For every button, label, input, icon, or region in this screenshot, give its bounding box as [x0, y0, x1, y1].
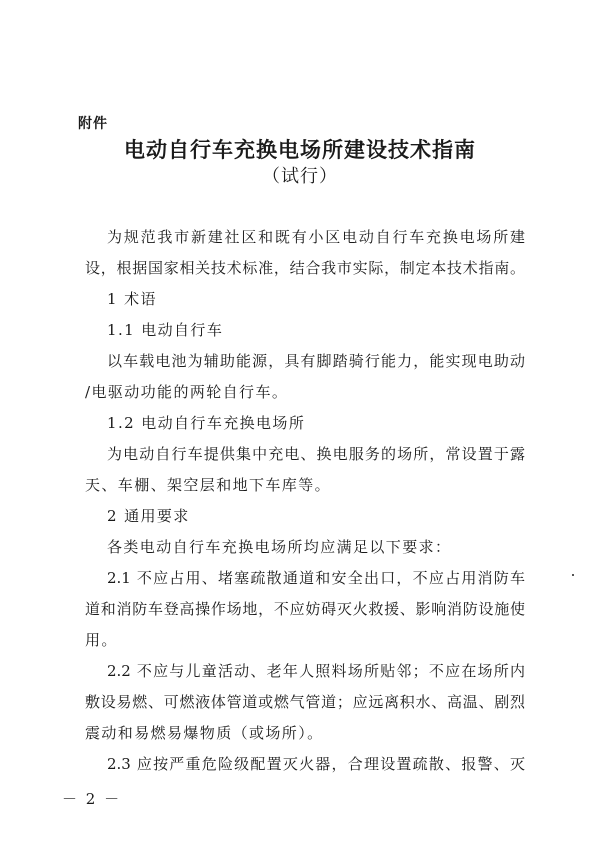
page-number: － 2 －: [62, 790, 122, 808]
document-title: 电动自行车充换电场所建设技术指南: [124, 137, 476, 162]
intro-line-2: 设，根据国家相关技术标准，结合我市实际，制定本技术指南。: [85, 259, 525, 277]
term-1-2-line-2: 天、车棚、架空层和地下车库等。: [85, 476, 332, 494]
document-subtitle: （试行）: [262, 166, 338, 187]
attachment-label: 附件: [78, 116, 108, 132]
term-1-2-heading: 1.2 电动自行车充换电场所: [107, 414, 306, 432]
section-2-intro: 各类电动自行车充换电场所均应满足以下要求：: [107, 538, 452, 556]
intro-line-1: 为规范我市新建社区和既有小区电动自行车充换电场所建: [107, 228, 525, 246]
clause-2-1-line-2: 道和消防车登高操作场地，不应妨碍灭火救援、影响消防设施使: [85, 600, 525, 618]
term-1-2-line-1: 为电动自行车提供集中充电、换电服务的场所，常设置于露: [107, 445, 525, 463]
section-1-heading: 1 术语: [107, 290, 157, 308]
term-1-1-line-1: 以车载电池为辅助能源，具有脚踏骑行能力，能实现电助动: [107, 352, 525, 370]
clause-2-2-line-2: 敷设易燃、可燃液体管道或燃气管道；应远离积水、高温、剧烈: [85, 693, 525, 711]
clause-2-2-line-3: 震动和易燃易爆物质（或场所）。: [85, 724, 324, 742]
clause-2-1-line-1: 2.1 不应占用、堵塞疏散通道和安全出口，不应占用消防车: [107, 569, 525, 587]
clause-2-2-line-1: 2.2 不应与儿童活动、老年人照料场所贴邻；不应在场所内: [107, 662, 525, 680]
term-1-1-line-2: /电驱动功能的两轮自行车。: [85, 383, 289, 401]
scan-mark: [572, 574, 574, 576]
term-1-1-heading: 1.1 电动自行车: [107, 321, 224, 339]
clause-2-1-line-3: 用。: [85, 631, 118, 649]
section-2-heading: 2 通用要求: [107, 507, 190, 525]
clause-2-3-line-1: 2.3 应按严重危险级配置灭火器，合理设置疏散、报警、灭: [107, 755, 525, 773]
